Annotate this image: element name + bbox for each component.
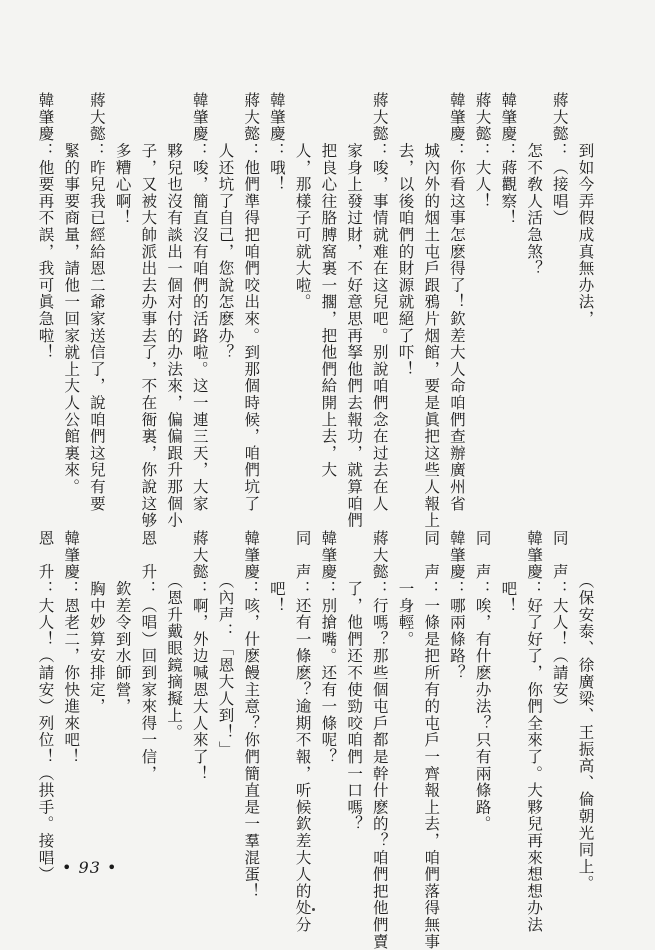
text-column: 韓肇慶：他要再不誤，我可眞急啦！ <box>36 92 55 361</box>
text-column: 吧！ <box>267 530 286 614</box>
text-column: 多糟心啊！ <box>113 92 132 227</box>
text-column: 蔣大懿：他們準得把咱們咬出來。到那個時候，咱們坑了 <box>242 92 261 512</box>
text-column: 一身輕。 <box>396 530 415 648</box>
text-column: 吧！ <box>499 530 518 614</box>
text-column: 恩 升：（唱）回到家來得一信， <box>139 530 158 782</box>
text-column: 城內外的烟土屯戶跟鴉片烟館，要是眞把这些人報上 <box>422 92 441 529</box>
text-column: 人，那樣子可就大啦。 <box>293 92 312 311</box>
text-column: 子，又被大帥派出去办事去了，不在衙裏，你說这够 <box>139 92 158 529</box>
text-column: 夥兒也沒有談出一個对付的办法來，偏偏跟升那個小 <box>165 92 184 529</box>
text-column: 到如今弄假成真無办法， <box>576 92 595 328</box>
text-column: 同 声：一條是把所有的屯戶一齊報上去，咱們落得無事 <box>422 530 441 950</box>
text-column: 同 声：大人！（請安） <box>550 530 569 715</box>
page-number: • 93 • <box>62 858 118 877</box>
text-column: 韓肇慶：哦！ <box>267 92 286 193</box>
text-column: 欽差令到水師營， <box>113 530 132 715</box>
text-column: 蔣大懿：（接唱） <box>550 92 569 227</box>
text-column: 韓肇慶：好了好了，你們全來了。大夥兒再來想想办法 <box>525 530 544 934</box>
text-column: 把良心往胳膊窩裏一擱，把他們給開上去，大 <box>319 92 338 479</box>
text-column: 去，以後咱們的財源就絕了吓！ <box>396 92 415 378</box>
text-column: （內声：「恩大人到！」 <box>216 530 235 758</box>
text-column: 韓肇慶：你看这事怎麽得了！欽差大人命咱們查辦廣州省 <box>447 92 466 512</box>
text-column: 蔣大懿：啊，外边喊恩大人來了！ <box>190 530 209 782</box>
text-column: 家身上發过財，不好意思再拏他們去報功，就算咱們 <box>345 92 364 529</box>
text-column: 同 声：还有一條麽？逾期不報，听候欽差大人的处分 <box>293 530 312 934</box>
speck <box>312 908 315 911</box>
text-column: 怎不敎人活急煞？ <box>525 92 544 277</box>
text-column: 韓肇慶：哪兩條路？ <box>447 530 466 682</box>
text-column: 蔣大懿：昨兒我已經給恩二爺家送信了，說咱們这兒有要 <box>87 92 106 512</box>
text-column: 韓肇慶：別搶嘴。还有一條呢？ <box>319 530 338 766</box>
text-column: 蔣大懿：唆，事情就难在这兒吧。别說咱們念在过去在人 <box>370 92 389 512</box>
text-column: （恩升戴眼鏡摘擬上。 <box>165 530 184 741</box>
text-column: 人还坑了自己，您說怎麽办？ <box>216 92 235 361</box>
text-column: 了，他們还不使勁咬咱們一口嗎？ <box>345 530 364 833</box>
text-column: 緊的事要商量，請他一回家就上大人公館裏來。 <box>62 92 81 496</box>
text-column: 韓肇慶：唆，簡直沒有咱們的活路啦。这一連三天，大家 <box>190 92 209 512</box>
text-column: 韓肇慶：蔣觀察！ <box>499 92 518 227</box>
text-column: 胸中妙算安排定， <box>87 530 106 715</box>
text-column: 蔣大懿：大人！ <box>473 92 492 210</box>
text-column: 恩 升：大人！（請安）列位！（拱手。接唱） <box>36 530 55 883</box>
text-column: 韓肇慶：咳，什麽饅主意？你們簡直是一羣混蛋！ <box>242 530 261 900</box>
text-column: 同 声：唉，有什麽办法？只有兩條路。 <box>473 530 492 833</box>
text-column: 韓肇慶：恩老二，你快進來吧！ <box>62 530 81 766</box>
text-column: 蔣大懿：行嗎？那些個屯戶都是幹什麽的？咱們把他們賣 <box>370 530 389 950</box>
text-column: （保安泰、徐廣梁、王振高、倫朝光同上。 <box>576 530 595 892</box>
